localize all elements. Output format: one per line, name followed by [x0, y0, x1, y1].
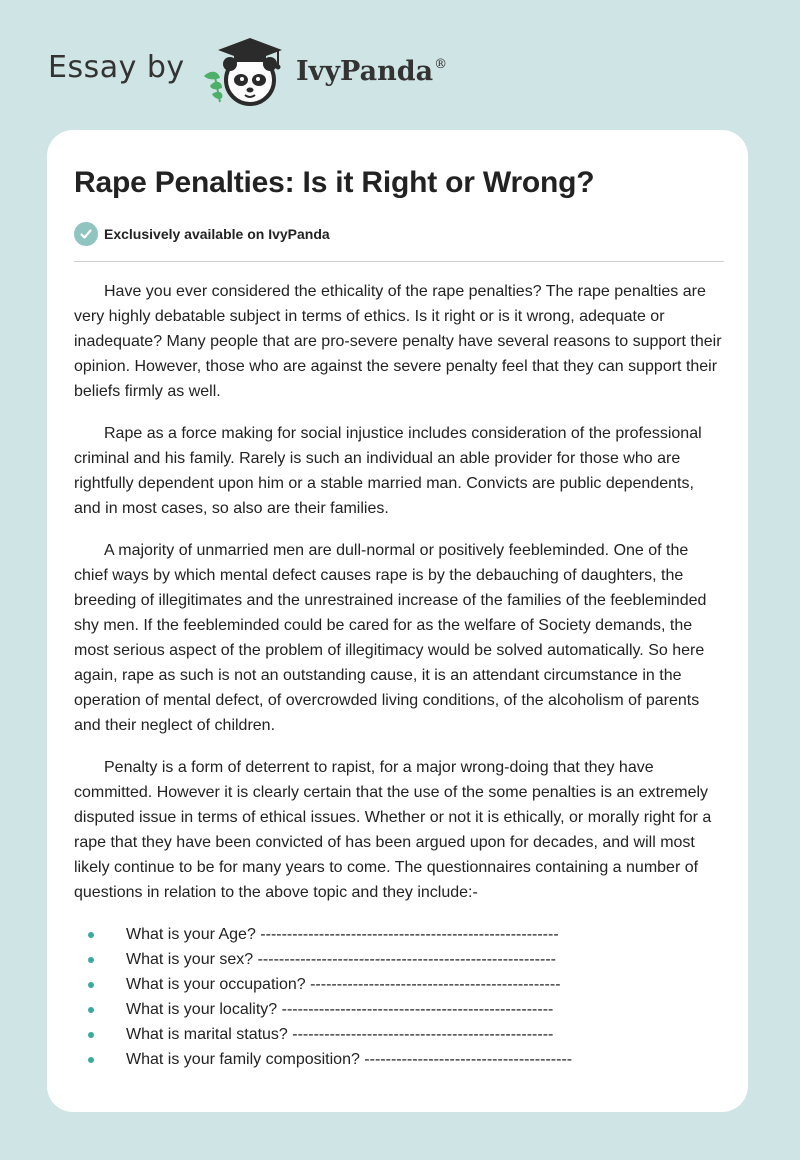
question-text: What is your occupation? ----------------------------------------------- [126, 976, 561, 993]
bullet-icon [88, 1057, 94, 1063]
exclusive-notice [74, 222, 330, 246]
exclusive-label: Exclusively available on IvyPanda [104, 226, 330, 242]
question-text: What is your sex? -------------------------------------------------------- [126, 951, 556, 968]
paragraph: Rape as a force making for social injustice includes consideration of the professional criminal and his family. Rarely is such an individual an able provider for those who are rightfully dependent upon him or a stable married man. Convicts are public dependents, and in most cases, so also are their families. [74, 425, 702, 517]
list-item [74, 947, 724, 972]
list-item [74, 1022, 724, 1047]
bullet-icon [88, 1032, 94, 1038]
bullet-icon [88, 982, 94, 988]
question-text: What is your locality? --------------------------------------------------- [126, 1001, 554, 1018]
bullet-icon [88, 957, 94, 963]
ivypanda-brand-logo[interactable] [296, 56, 447, 87]
bullet-icon [88, 932, 94, 938]
checkmark-badge-icon [74, 222, 98, 246]
paragraph: A majority of unmarried men are dull-normal or positively feebleminded. One of the chief ways by which mental defect causes rape is by the debauching of daughters, the breeding of illegitimates and the unrestrained increase of the families of the feebleminded shy men. If the feebleminded could be cared for as the welfare of Society demands, the most serious aspect of the problem of illegitimacy would be solved automatically. So here again, rape as such is not an outstanding cause, it is an attendant circumstance in the operation of mental defect, of overcrowded living conditions, of the alcoholism of parents and their neglect of children. [74, 542, 707, 734]
panda-graduation-cap-icon[interactable] [200, 34, 292, 110]
list-item [74, 1047, 724, 1072]
paragraph: Penalty is a form of deterrent to rapist, for a major wrong-doing that they have committed. However it is clearly certain that the use of the some penalties is an extremely disputed issue in terms of ethical issues. Whether or not it is ethically, or morally right for a rape that they have been convicted of has been argued upon for decades, and will most likely continue to be for many years to come. The questionnaires containing a number of questions in relation to the above topic and they include:- [74, 759, 712, 901]
divider [74, 261, 724, 262]
page-title: Rape Penalties: Is it Right or Wrong? [74, 166, 595, 199]
essay-card [47, 130, 748, 1112]
paragraph: Have you ever considered the ethicality of the rape penalties? The rape penalties are very highly debatable subject in terms of ethics. Is it right or is it wrong, adequate or inadequate? Many people that are pro-severe penalty have several reasons to support their opinion. However, those who are against the severe penalty feel that they can support their beliefs firmly as well. [74, 283, 722, 400]
questions-list [74, 922, 724, 1072]
list-item [74, 922, 724, 947]
essay-body [74, 279, 724, 1072]
list-item [74, 997, 724, 1022]
site-header [0, 0, 800, 130]
bullet-icon [88, 1007, 94, 1013]
question-text: What is your Age? -------------------------------------------------------- [126, 926, 559, 943]
essay-by-label: Essay by [48, 50, 185, 85]
question-text: What is marital status? ------------------------------------------------- [126, 1026, 554, 1043]
registered-mark: ® [434, 57, 448, 72]
question-text: What is your family composition? --------------------------------------- [126, 1051, 573, 1068]
brand-name: IvyPanda [296, 56, 434, 87]
list-item [74, 972, 724, 997]
